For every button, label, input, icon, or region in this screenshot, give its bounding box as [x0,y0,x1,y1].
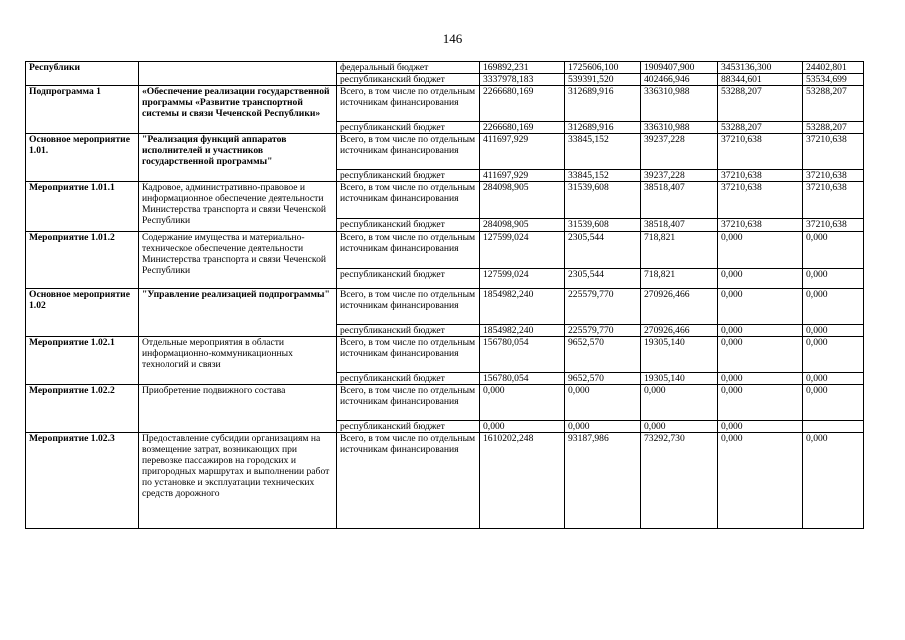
amount-cell: 411697,929 [480,134,565,170]
amount-cell: 0,000 [718,373,803,385]
amount-cell: 402466,946 [641,74,718,86]
program-row [26,182,864,219]
program-description-cell: Приобретение подвижного состава [139,385,337,433]
program-row [26,433,864,529]
amount-cell: 37210,638 [803,219,864,232]
amount-cell: 0,000 [718,433,803,529]
program-name-cell: Мероприятие 1.01.1 [26,182,139,232]
amount-cell: 0,000 [803,433,864,529]
program-description-cell: Кадровое, административно-правовое и информационное обеспечение деятельности Министерства транспорта и связи Чеченской Республики [139,182,337,232]
funding-source-cell: республиканский бюджет [337,421,480,433]
funding-source-cell: республиканский бюджет [337,373,480,385]
amount-cell: 3453136,300 [718,62,803,74]
amount-cell: 0,000 [718,232,803,269]
program-row [26,232,864,269]
amount-cell: 0,000 [480,385,565,421]
amount-cell: 0,000 [803,325,864,337]
program-description-cell: "Управление реализацией подпрограммы" [139,289,337,337]
amount-cell: 53534,699 [803,74,864,86]
program-name-cell: Основное мероприятие 1.02 [26,289,139,337]
budget-table [25,61,864,529]
amount-cell: 127599,024 [480,232,565,269]
amount-cell: 37210,638 [718,170,803,182]
amount-cell: 88344,601 [718,74,803,86]
program-description-cell [139,62,337,86]
program-row [26,385,864,421]
program-name-cell: Мероприятие 1.02.1 [26,337,139,385]
amount-cell: 1854982,240 [480,289,565,325]
funding-source-cell: республиканский бюджет [337,74,480,86]
amount-cell: 1909407,900 [641,62,718,74]
program-name-cell: Основное мероприятие 1.01. [26,134,139,182]
amount-cell: 284098,905 [480,182,565,219]
amount-cell: 19305,140 [641,337,718,373]
funding-source-cell: Всего, в том числе по отдельным источникам финансирования [337,337,480,373]
amount-cell: 2266680,169 [480,86,565,122]
program-name-cell: Мероприятие 1.02.2 [26,385,139,433]
amount-cell: 53288,207 [718,86,803,122]
amount-cell: 336310,988 [641,86,718,122]
program-description-cell: «Обеспечение реализации государственной программы «Развитие транспортной системы и связи Чеченской Республики» [139,86,337,134]
funding-source-cell: Всего, в том числе по отдельным источникам финансирования [337,433,480,529]
funding-source-cell: Всего, в том числе по отдельным источникам финансирования [337,385,480,421]
amount-cell: 1854982,240 [480,325,565,337]
amount-cell: 411697,929 [480,170,565,182]
amount-cell: 225579,770 [565,325,641,337]
funding-source-cell: Всего, в том числе по отдельным источникам финансирования [337,182,480,219]
amount-cell: 24402,801 [803,62,864,74]
funding-source-cell: Всего, в том числе по отдельным источникам финансирования [337,289,480,325]
amount-cell: 9652,570 [565,373,641,385]
amount-cell: 718,821 [641,232,718,269]
amount-cell: 31539,608 [565,219,641,232]
amount-cell: 37210,638 [803,134,864,170]
amount-cell: 9652,570 [565,337,641,373]
amount-cell: 19305,140 [641,373,718,385]
program-name-cell: Республики [26,62,139,86]
amount-cell: 0,000 [565,421,641,433]
amount-cell [803,421,864,433]
amount-cell: 0,000 [565,385,641,421]
program-description-cell: Отдельные мероприятия в области информационно-коммуникационных технологий и связи [139,337,337,385]
amount-cell: 37210,638 [718,182,803,219]
amount-cell: 0,000 [803,337,864,373]
amount-cell: 37210,638 [803,182,864,219]
amount-cell: 2266680,169 [480,122,565,134]
program-description-cell: Содержание имущества и материально-техническое обеспечение деятельности Министерства транспорта и связи Чеченской Республики [139,232,337,289]
amount-cell: 156780,054 [480,337,565,373]
amount-cell: 53288,207 [718,122,803,134]
amount-cell: 37210,638 [718,219,803,232]
funding-source-cell: республиканский бюджет [337,325,480,337]
amount-cell: 39237,228 [641,134,718,170]
program-row [26,62,864,74]
amount-cell: 0,000 [718,325,803,337]
amount-cell: 93187,986 [565,433,641,529]
amount-cell: 73292,730 [641,433,718,529]
program-row [26,289,864,325]
amount-cell: 38518,407 [641,219,718,232]
amount-cell: 0,000 [718,269,803,289]
amount-cell: 31539,608 [565,182,641,219]
amount-cell: 718,821 [641,269,718,289]
amount-cell: 0,000 [803,385,864,421]
amount-cell: 270926,466 [641,325,718,337]
amount-cell: 225579,770 [565,289,641,325]
amount-cell: 37210,638 [718,134,803,170]
amount-cell: 0,000 [641,385,718,421]
amount-cell: 0,000 [718,385,803,421]
program-name-cell: Подпрограмма 1 [26,86,139,134]
amount-cell: 3337978,183 [480,74,565,86]
amount-cell: 0,000 [718,421,803,433]
program-description-cell: Предоставление субсидии организациям на возмещение затрат, возникающих при перевозке пассажиров на городских и пригородных маршрутах и выполнении работ по установке и эксплуатации технических средств дорожного [139,433,337,529]
amount-cell: 270926,466 [641,289,718,325]
amount-cell: 38518,407 [641,182,718,219]
amount-cell: 0,000 [480,421,565,433]
amount-cell: 539391,520 [565,74,641,86]
amount-cell: 1725606,100 [565,62,641,74]
amount-cell: 37210,638 [803,170,864,182]
program-name-cell: Мероприятие 1.02.3 [26,433,139,529]
amount-cell: 0,000 [803,289,864,325]
amount-cell: 2305,544 [565,269,641,289]
amount-cell: 0,000 [718,289,803,325]
amount-cell: 127599,024 [480,269,565,289]
amount-cell: 39237,228 [641,170,718,182]
amount-cell: 0,000 [718,337,803,373]
program-row [26,134,864,170]
funding-source-cell: Всего, в том числе по отдельным источникам финансирования [337,232,480,269]
amount-cell: 0,000 [803,269,864,289]
amount-cell: 2305,544 [565,232,641,269]
amount-cell: 336310,988 [641,122,718,134]
amount-cell: 312689,916 [565,86,641,122]
funding-source-cell: федеральный бюджет [337,62,480,74]
amount-cell: 169892,231 [480,62,565,74]
program-row [26,337,864,373]
funding-source-cell: республиканский бюджет [337,122,480,134]
amount-cell: 33845,152 [565,170,641,182]
funding-source-cell: Всего, в том числе по отдельным источникам финансирования [337,86,480,122]
page-number: 146 [442,31,463,46]
program-description-cell: "Реализация функций аппаратов исполнителей и участников государственной программы" [139,134,337,182]
funding-source-cell: Всего, в том числе по отдельным источникам финансирования [337,134,480,170]
amount-cell: 0,000 [803,373,864,385]
funding-source-cell: республиканский бюджет [337,269,480,289]
amount-cell: 0,000 [803,232,864,269]
amount-cell: 1610202,248 [480,433,565,529]
amount-cell: 0,000 [641,421,718,433]
amount-cell: 156780,054 [480,373,565,385]
program-row [26,86,864,122]
amount-cell: 53288,207 [803,122,864,134]
amount-cell: 33845,152 [565,134,641,170]
funding-source-cell: республиканский бюджет [337,219,480,232]
funding-source-cell: республиканский бюджет [337,170,480,182]
amount-cell: 312689,916 [565,122,641,134]
amount-cell: 53288,207 [803,86,864,122]
amount-cell: 284098,905 [480,219,565,232]
program-name-cell: Мероприятие 1.01.2 [26,232,139,289]
